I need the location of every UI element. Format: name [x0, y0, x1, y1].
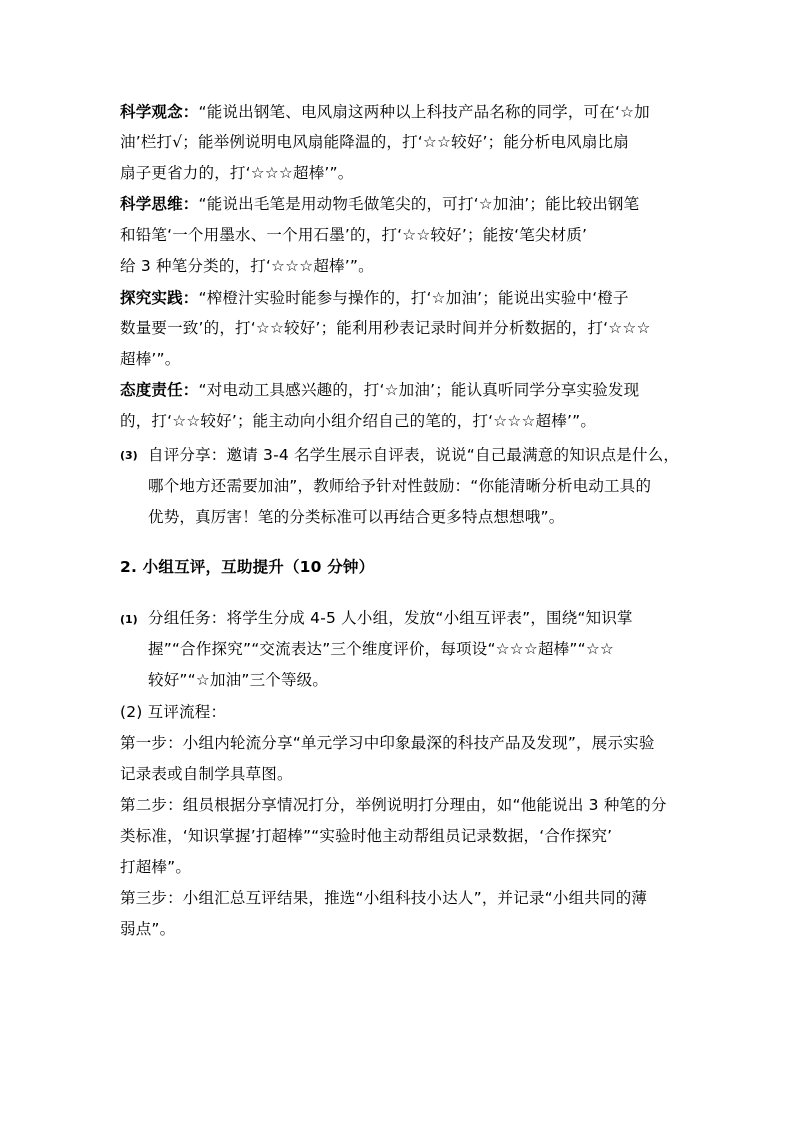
list-number: (1) — [120, 613, 138, 626]
paragraph-line: 记录表或自制学具草图。 — [120, 765, 293, 783]
section-label: 科学思维： — [120, 195, 199, 213]
paragraph-line: 第一步：小组内轮流分享“单元学习中印象最深的科技产品及发现”，展示实验 — [120, 734, 655, 752]
paragraph-line — [120, 379, 680, 401]
paragraph-text: “对电动工具感兴趣的，打‘☆加油’；能认真听同学分享实验发现 — [198, 381, 640, 399]
paragraph-text: “能说出钢笔、电风扇这两种以上科技产品名称的同学，可在‘☆加 — [198, 103, 650, 121]
paragraph-line: 给 3 种笔分类的，打‘☆☆☆超棒’”。 — [120, 257, 374, 275]
paragraph-line: 打超棒”。 — [120, 858, 192, 876]
section-label: 态度责任： — [120, 381, 199, 399]
paragraph-line: 的，打‘☆☆较好’；能主动向小组介绍自己的笔的，打‘☆☆☆超棒’”。 — [120, 412, 597, 430]
paragraph-line: 扇子更省力的，打‘☆☆☆超棒’”。 — [120, 164, 354, 182]
paragraph-line: 哪个地方还需要加油”，教师给予针对性鼓励：“你能清晰分析电动工具的 — [148, 477, 652, 495]
paragraph-line: 弱点”。 — [120, 920, 176, 938]
paragraph-text: “榨橙汁实验时能参与操作的，打‘☆加油’；能说出实验中‘橙子 — [198, 289, 629, 307]
section-label: 探究实践： — [120, 289, 199, 307]
paragraph-line: 第二步：组员根据分享情况打分，举例说明打分理由，如“他能说出 3 种笔的分 — [120, 796, 667, 814]
paragraph-line: 自评分享：邀请 3-4 名学生展示自评表，说说“自己最满意的知识点是什么， — [148, 446, 680, 464]
paragraph-line: 第三步：小组汇总互评结果，推选“小组科技小达人”，并记录“小组共同的薄 — [120, 889, 648, 907]
list-item: (2) 互评流程： — [120, 703, 227, 721]
paragraph-line: 油’栏打√；能举例说明电风扇能降温的，打‘☆☆较好’；能分析电风扇比扇 — [120, 133, 629, 151]
section-heading: 2. 小组互评，互助提升（10 分钟） — [120, 558, 375, 576]
paragraph-line: 握”“合作探究”“交流表达”三个维度评价，每项设“☆☆☆超棒”“☆☆ — [148, 640, 615, 658]
paragraph-text: “能说出毛笔是用动物毛做笔尖的，可打‘☆加油’；能比较出钢笔 — [198, 195, 640, 213]
paragraph-line: 超棒’”。 — [120, 350, 181, 368]
paragraph-line: 分组任务：将学生分成 4-5 人小组，发放“小组互评表”，围绕“知识掌 — [148, 609, 633, 627]
paragraph-line — [120, 101, 680, 123]
paragraph-line: 较好”“☆加油”三个等级。 — [148, 671, 329, 689]
paragraph-line — [120, 193, 680, 215]
paragraph-line: 数量要一致’的，打‘☆☆较好’；能利用秒表记录时间并分析数据的，打‘☆☆☆ — [120, 319, 651, 337]
section-label: 科学观念： — [120, 103, 199, 121]
paragraph-line — [120, 287, 680, 309]
paragraph-line: 和铅笔‘一个用墨水、一个用石墨’的，打‘☆☆较好’；能按‘笔尖材质’ — [120, 226, 588, 244]
list-number: (3) — [120, 449, 138, 462]
paragraph-line: 优势，真厉害！笔的分类标准可以再结合更多特点想想哦”。 — [148, 508, 565, 526]
paragraph-line: 类标准，‘知识掌握’打超棒”“实验时他主动帮组员记录数据，‘合作探究’ — [120, 827, 613, 845]
